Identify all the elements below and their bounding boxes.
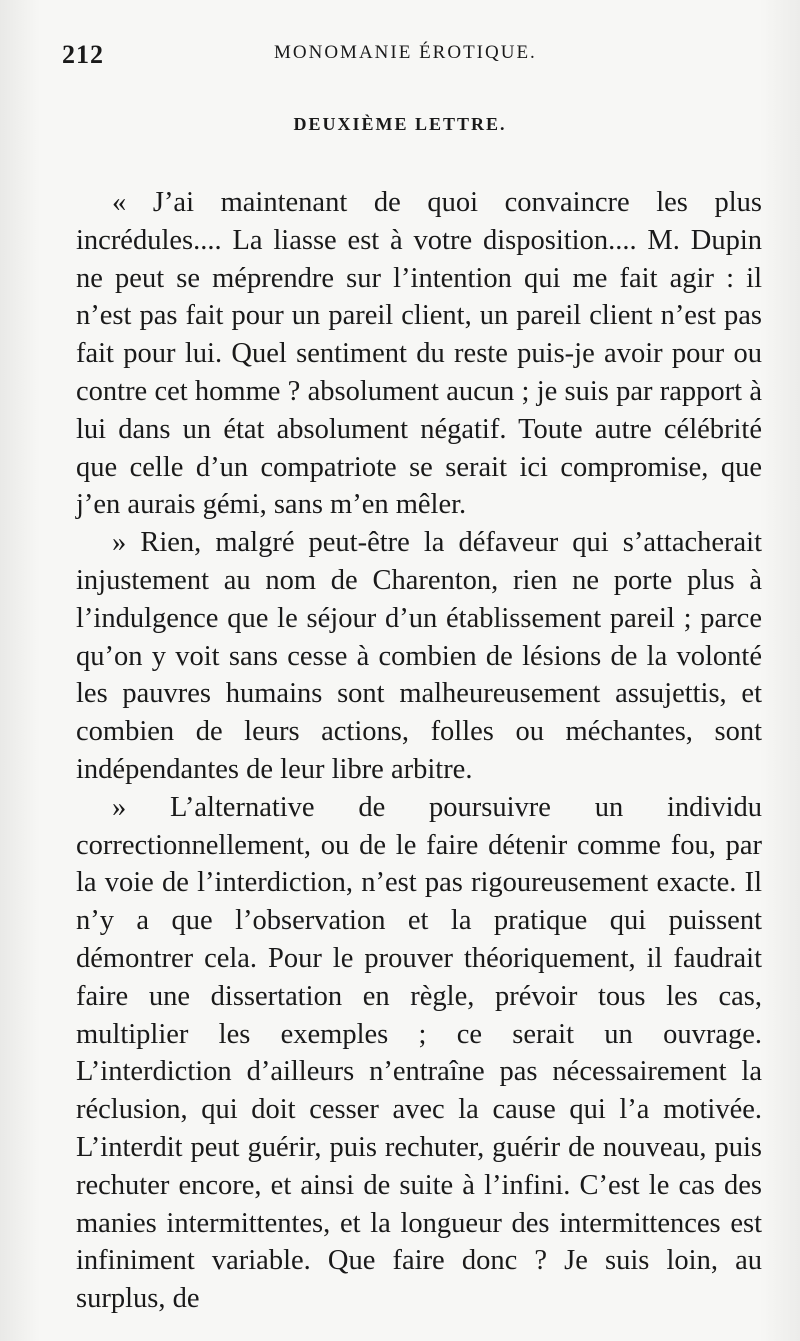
page-number: 212 — [62, 40, 104, 69]
paragraph: » L’alternative de poursuivre un individu correctionnellement, ou de le faire détenir comme fou, par la voie de l’interdiction, n’est pas rigoureusement exacte. Il n’y a que l’observation et la pratique qui puissent démontrer cela. Pour le prouver théoriquement, il faudrait faire une dissertation en règle, prévoir tous les cas, multiplier les exemples ; ce serait un ouvrage. L’interdiction d’ailleurs n’entraîne pas nécessairement la réclusion, qui doit cesser avec la cause qui l’a motivée. L’interdit peut guérir, puis rechuter, guérir de nouveau, puis rechuter encore, et ainsi de suite à l’infini. C’est le cas des manies intermittentes, et la longueur des intermittences est infiniment variable. Que faire donc ? Je suis loin, au surplus, de — [76, 791, 762, 1315]
page-header — [62, 34, 760, 74]
paragraph: » Rien, malgré peut-être la défaveur qui s’attacherait injustement au nom de Charenton, rien ne porte plus à l’indulgence que le séjour d’un établissement pareil ; parce qu’on y voit sans cesse à combien de lésions de la volonté les pauvres humains sont malheureusement assujettis, et combien de leurs actions, folles ou méchantes, sont indépendantes de leur libre arbitre. — [76, 527, 762, 785]
paragraph: « J’ai maintenant de quoi convaincre les plus incrédules.... La liasse est à votre disposition.... M. Dupin ne peut se méprendre sur l’intention qui me fait agir : il n’est pas fait pour un pareil client, un pareil client n’est pas fait pour lui. Quel sentiment du reste puis-je avoir pour ou contre cet homme ? absolument aucun ; je suis par rapport à lui dans un état absolument négatif. Toute autre célébrité que celle d’un compatriote se serait ici compromise, que j’en aurais gémi, sans m’en mêler. — [76, 187, 762, 521]
running-head: MONOMANIE ÉROTIQUE. — [274, 42, 537, 63]
body-text — [76, 184, 762, 1318]
section-title: DEUXIÈME LETTRE. — [293, 114, 507, 134]
